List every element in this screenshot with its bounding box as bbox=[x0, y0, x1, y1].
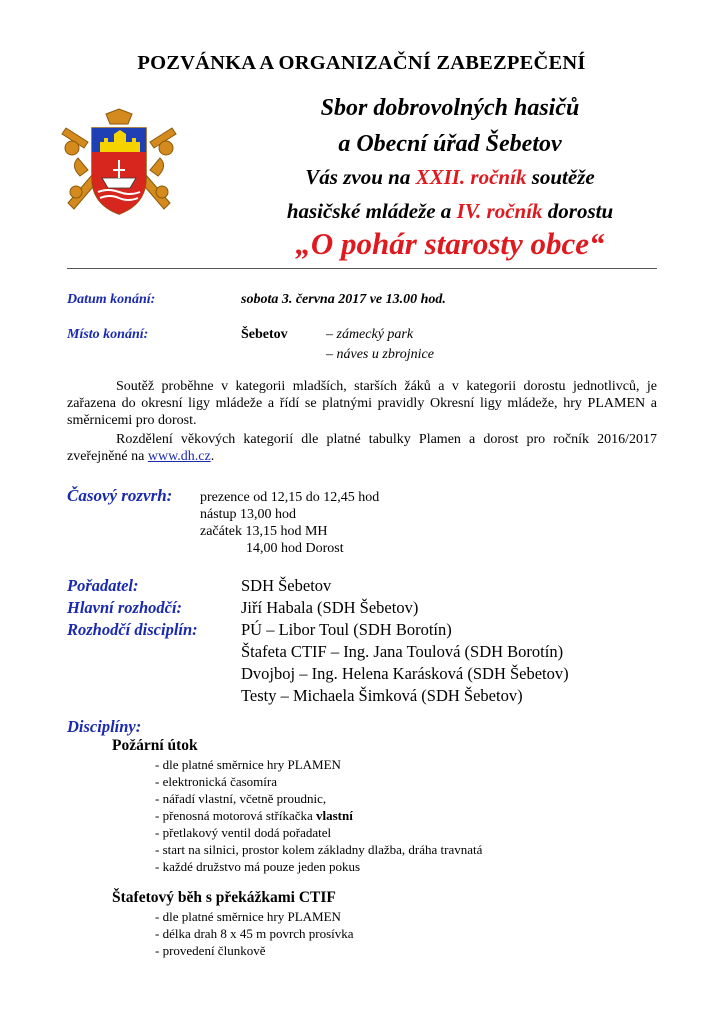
header-divider bbox=[67, 268, 657, 269]
pozarni-utok-title: Požární útok bbox=[112, 737, 198, 754]
header-line-3-pre: Vás zvou na bbox=[305, 165, 416, 189]
list-item bbox=[155, 808, 353, 824]
rozhodci-label-c: disciplín: bbox=[130, 620, 198, 639]
header-line-4 bbox=[200, 199, 700, 224]
list-item: - dle platné směrnice hry PLAMEN bbox=[155, 909, 341, 924]
disciplines-label: Disciplíny: bbox=[67, 717, 142, 736]
header-line-4-post: dorostu bbox=[542, 199, 614, 223]
header-line-4-pre: hasičské mládeže a bbox=[286, 199, 457, 223]
rozhodci-item: Štafeta CTIF – Ing. Jana Toulová (SDH Borotín) bbox=[241, 642, 564, 661]
misto-detail-1: – zámecký park bbox=[326, 327, 414, 342]
rozhodci-label-a: Rozhod bbox=[67, 620, 119, 639]
list-item: - přetlakový ventil dodá pořadatel bbox=[155, 825, 332, 840]
list-item: - elektronická časomíra bbox=[155, 774, 277, 789]
header-line-3-post: soutěže bbox=[526, 165, 595, 189]
schedule-line-4: 14,00 hod Dorost bbox=[246, 541, 344, 556]
rozhodci-item: PÚ – Libor Toul (SDH Borotín) bbox=[241, 620, 452, 639]
schedule-line-3: začátek 13,15 hod MH bbox=[200, 524, 328, 539]
rozhodci-discipline-label bbox=[67, 620, 198, 640]
stafeta-title: Štafetový běh s překážkami CTIF bbox=[112, 889, 336, 906]
paragraph-age-categories-end: . bbox=[210, 449, 215, 464]
datum-value: sobota 3. června 2017 ve 13.00 hod. bbox=[241, 292, 446, 307]
list-item: - délka drah 8 x 45 m povrch prosívka bbox=[155, 926, 354, 941]
event-name: „O pohár starosty obce“ bbox=[295, 226, 605, 261]
list-item: - dle platné směrnice hry PLAMEN bbox=[155, 757, 341, 772]
list-item: - provedení člunkově bbox=[155, 943, 266, 958]
firefighter-emblem-icon bbox=[58, 108, 180, 222]
header-line-3 bbox=[200, 165, 700, 190]
header-line-2: a Obecní úřad Šebetov bbox=[338, 131, 562, 157]
paragraph-competition-info: Soutěž proběhne v kategorii mladších, starších žáků a v kategorii dorostu jednotlivců, je zařazena do okresní ligy mládeže a řídí se platnými pravidly Okresní ligy mládeže, hry PLAMEN a směrnicemi pro dorost. bbox=[67, 379, 657, 428]
misto-detail-2: – náves u zbrojnice bbox=[326, 347, 434, 362]
schedule-line-1: prezence od 12,15 do 12,45 hod bbox=[200, 490, 380, 505]
header-line-4-red: IV. ročník bbox=[456, 199, 543, 223]
poradatel-value: SDH Šebetov bbox=[241, 576, 332, 595]
hlavni-rozhodci-value: Jiří Habala (SDH Šebetov) bbox=[241, 598, 419, 617]
paragraph-age-categories-text: Rozdělení věkových kategorií dle platné tabulky Plamen a dorost pro ročník 2016/2017 zveřejněné na bbox=[67, 432, 657, 464]
dh-cz-link[interactable]: www.dh.cz bbox=[147, 449, 211, 464]
document-title: POZVÁNKA A ORGANIZAČNÍ ZABEZPEČENÍ bbox=[137, 52, 586, 74]
paragraph-age-categories bbox=[67, 431, 657, 465]
schedule-line-2: nástup 13,00 hod bbox=[200, 507, 297, 522]
misto-place: Šebetov bbox=[241, 327, 288, 342]
hlavni-rozhodci-label: Hlavní rozhodčí: bbox=[67, 598, 183, 617]
list-item-text: - přenosná motorová stříkačka bbox=[155, 808, 317, 823]
list-item: - každé družstvo má pouze jeden pokus bbox=[155, 859, 361, 874]
rozhodci-item: Dvojboj – Ing. Helena Karásková (SDH Šebetov) bbox=[241, 664, 569, 683]
header-line-3-red: XXII. ročník bbox=[415, 165, 527, 189]
list-item: - nářadí vlastní, včetně proudnic, bbox=[155, 791, 327, 806]
list-item: - start na silnici, prostor kolem základny dlažba, dráha travnatá bbox=[155, 842, 483, 857]
misto-label: Místo konání: bbox=[67, 327, 149, 342]
rozhodci-item: Testy – Michaela Šimková (SDH Šebetov) bbox=[241, 686, 523, 705]
list-item-bold: vlastní bbox=[316, 808, 353, 823]
header-line-1: Sbor dobrovolných hasičů bbox=[320, 95, 580, 121]
poradatel-label: Pořadatel: bbox=[67, 576, 139, 595]
rozhodci-label-b: čí bbox=[118, 620, 131, 639]
datum-label: Datum konání: bbox=[67, 292, 156, 307]
schedule-label: Časový rozvrh: bbox=[67, 486, 173, 505]
